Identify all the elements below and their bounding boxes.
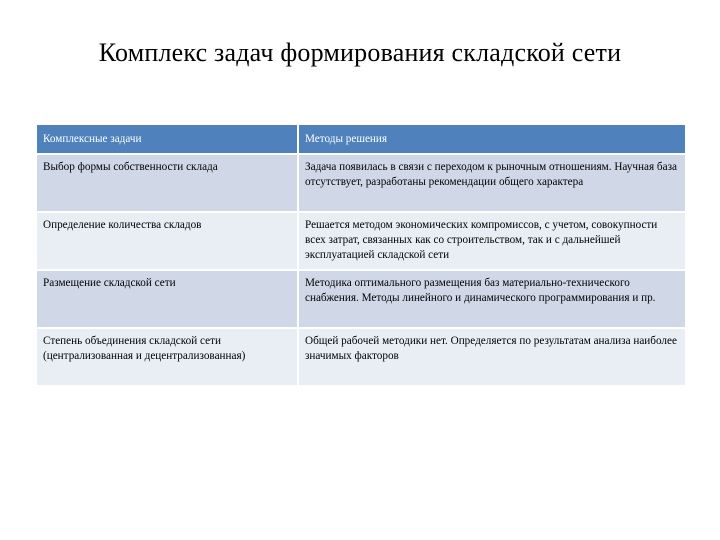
table-row	[37, 270, 685, 328]
table-row	[37, 328, 685, 386]
task-text: Размещение складской сети	[43, 277, 176, 289]
task-text: Выбор формы собственности склада	[43, 161, 218, 173]
slide-title: Комплекс задач формирования складской сети	[98, 38, 622, 67]
method-text: Общей рабочей методики нет. Определяется по результатам анализа наиболее значимых факторов	[305, 335, 677, 362]
task-cell	[37, 328, 298, 386]
method-cell	[298, 270, 685, 328]
method-cell	[298, 154, 685, 212]
column-header-methods: Методы решения	[298, 125, 685, 154]
table-header-row	[37, 125, 685, 154]
method-text: Методика оптимального размещения баз материально-технического снабжения. Методы линейного и динамического программирования и пр.	[305, 277, 656, 304]
task-text: Определение количества складов	[43, 219, 202, 231]
task-text: Степень объединения складской сети (централизованная и децентрализованная)	[43, 335, 246, 362]
method-text: Задача появилась в связи с переходом к рыночным отношениям. Научная база отсутствует, разработаны рекомендации общего характера	[305, 161, 677, 188]
method-cell	[298, 328, 685, 386]
method-text: Решается методом экономических компромиссов, с учетом, совокупности всех затрат, связанных как со строительством, так и с дальнейшей эксплуатацией складской сети	[305, 219, 658, 261]
task-cell	[37, 212, 298, 270]
task-cell	[37, 154, 298, 212]
method-cell	[298, 212, 685, 270]
task-methods-table	[37, 125, 685, 387]
table-row	[37, 154, 685, 212]
table-row	[37, 212, 685, 270]
column-header-tasks: Комплексные задачи	[37, 125, 298, 154]
task-cell	[37, 270, 298, 328]
